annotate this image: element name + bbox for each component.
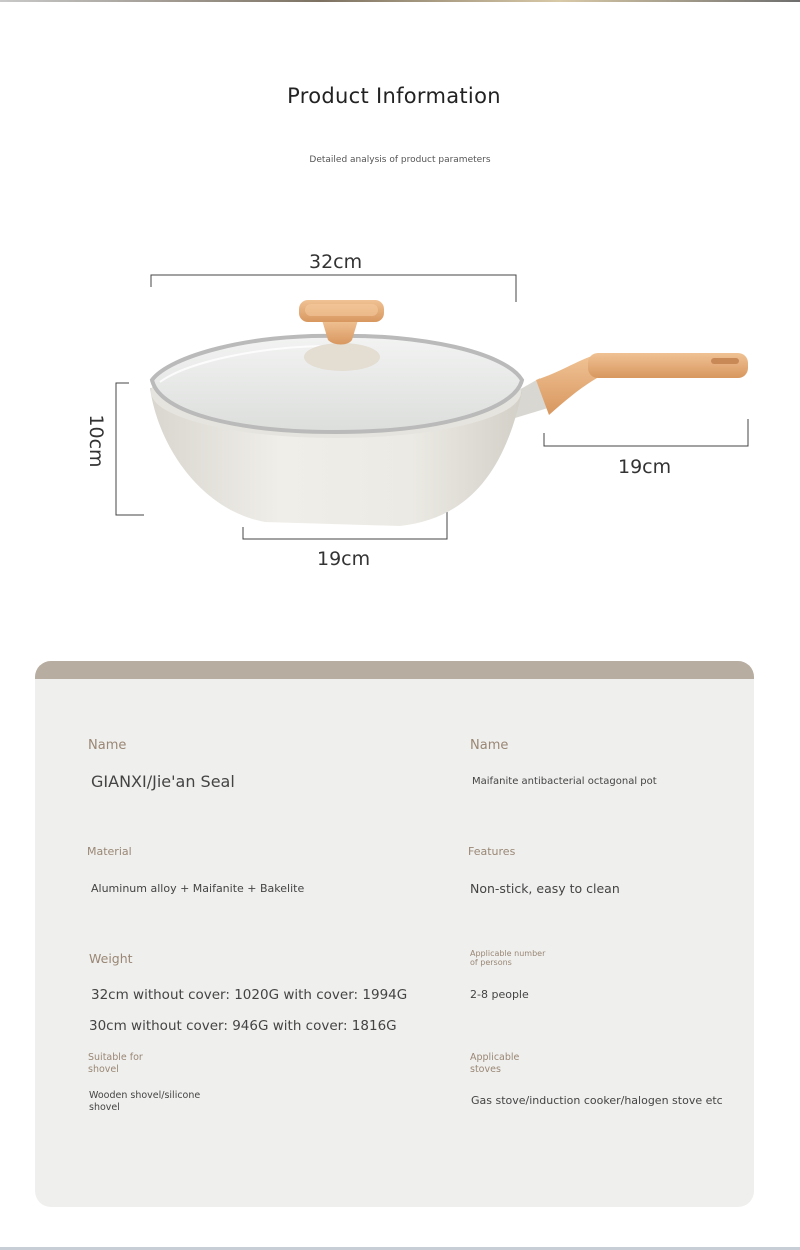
brand-label: Name — [88, 738, 127, 753]
features-value: Non-stick, easy to clean — [470, 881, 620, 896]
material-value: Aluminum alloy + Maifanite + Bakelite — [91, 882, 305, 895]
page-subtitle: Detailed analysis of product parameters — [309, 155, 491, 165]
page-title: Product Information — [287, 84, 501, 108]
material-label: Material — [87, 845, 132, 858]
weight-value-30: 30cm without cover: 946G with cover: 1816G — [89, 1018, 397, 1034]
wok-handle — [510, 353, 748, 418]
stoves-value: Gas stove/induction cooker/halogen stove etc — [471, 1094, 723, 1107]
name-value: Maifanite antibacterial octagonal pot — [472, 776, 657, 787]
dim-handle-length: 19cm — [618, 456, 672, 478]
weight-label: Weight — [89, 951, 133, 966]
features-label: Features — [468, 845, 516, 858]
shovel-value-line2: shovel — [89, 1102, 120, 1113]
dim-base-diameter: 19cm — [317, 548, 371, 570]
weight-value-32: 32cm without cover: 1020G with cover: 1994G — [91, 987, 408, 1003]
persons-label-line2: of persons — [470, 958, 512, 967]
shovel-value-line1: Wooden shovel/silicone — [89, 1090, 201, 1101]
panel-header-band — [35, 661, 754, 679]
dim-height: 10cm — [85, 414, 107, 468]
name-label: Name — [470, 738, 509, 753]
shovel-label-line2: shovel — [88, 1064, 119, 1075]
persons-value: 2-8 people — [470, 988, 529, 1001]
shovel-label-line1: Suitable for — [88, 1052, 143, 1063]
spec-panel — [35, 661, 754, 1207]
persons-label-line1: Applicable number — [470, 949, 546, 958]
stoves-label-line2: stoves — [470, 1064, 501, 1075]
dim-diameter: 32cm — [309, 251, 363, 273]
brand-value: GIANXI/Jie'an Seal — [91, 772, 235, 791]
stoves-label-line1: Applicable — [470, 1052, 520, 1063]
